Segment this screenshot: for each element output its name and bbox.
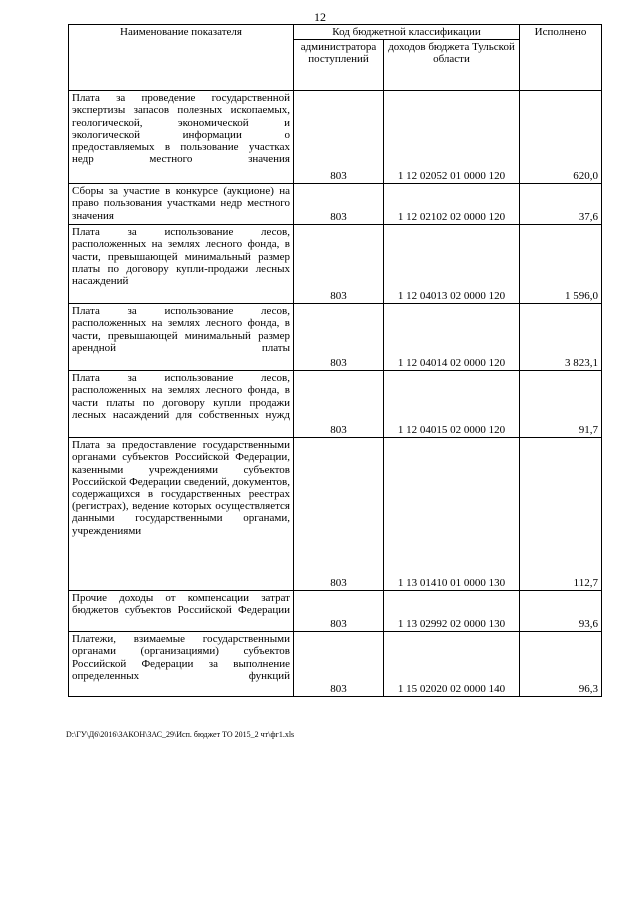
row-executed: 96,3 (520, 632, 602, 697)
header-name: Наименование показателя (69, 25, 294, 91)
row-code: 1 12 02102 02 0000 120 (384, 184, 520, 225)
row-code: 1 12 04015 02 0000 120 (384, 371, 520, 438)
table-row (69, 184, 602, 225)
row-code: 1 13 02992 02 0000 130 (384, 591, 520, 632)
row-executed: 620,0 (520, 91, 602, 184)
row-admin: 803 (294, 371, 384, 438)
row-admin: 803 (294, 184, 384, 225)
row-name: Плата за предоставление государственными органами субъектов Российской Федерации, казенными учреждениями субъектов Российской Федерации сведений, документов, содержащихся в государственных реестрах (регистрах), ведение которых осуществляется данными государственными органами, учреждениями (69, 438, 294, 591)
file-path-footer: D:\ГУ\Д6\2016\ЗАКОН\ЗАС_29\Исп. бюджет ТО 2015_2 чт\фг1.xls (66, 730, 295, 739)
row-executed: 91,7 (520, 371, 602, 438)
row-admin: 803 (294, 632, 384, 697)
header-admin: администратора поступлений (294, 40, 384, 91)
header-code-group: Код бюджетной классификации (294, 25, 520, 40)
row-executed: 37,6 (520, 184, 602, 225)
row-executed: 1 596,0 (520, 225, 602, 304)
row-name: Прочие доходы от компенсации затрат бюджетов субъектов Российской Федерации (69, 591, 294, 632)
budget-income-table (68, 24, 602, 697)
row-code: 1 15 02020 02 0000 140 (384, 632, 520, 697)
table-row (69, 632, 602, 697)
table-row (69, 304, 602, 371)
row-name: Платежи, взимаемые государственными органами (организациями) субъектов Российской Федерации за выполнение определенных функций (69, 632, 294, 697)
row-executed: 93,6 (520, 591, 602, 632)
page-number: 12 (314, 10, 326, 24)
row-name: Плата за использование лесов, расположенных на землях лесного фонда, в части платы по договору купли продажи лесных насаждений для собственных нужд (69, 371, 294, 438)
row-admin: 803 (294, 591, 384, 632)
row-admin: 803 (294, 438, 384, 591)
header-income: доходов бюджета Тульской области (384, 40, 520, 91)
row-name: Сборы за участие в конкурсе (аукционе) на право пользования участками недр местного значения (69, 184, 294, 225)
header-row-1 (69, 25, 602, 40)
row-executed: 3 823,1 (520, 304, 602, 371)
row-admin: 803 (294, 91, 384, 184)
header-executed: Исполнено (520, 25, 602, 91)
row-code: 1 12 04014 02 0000 120 (384, 304, 520, 371)
row-executed: 112,7 (520, 438, 602, 591)
row-admin: 803 (294, 304, 384, 371)
row-name: Плата за использование лесов, расположенных на землях лесного фонда, в части, превышающей минимальный размер арендной платы (69, 304, 294, 371)
table-row (69, 225, 602, 304)
row-code: 1 13 01410 01 0000 130 (384, 438, 520, 591)
row-code: 1 12 04013 02 0000 120 (384, 225, 520, 304)
row-code: 1 12 02052 01 0000 120 (384, 91, 520, 184)
table-row (69, 91, 602, 184)
row-name: Плата за проведение государственной экспертизы запасов полезных ископаемых, геологической, экономической и экологической информации о предоставляемых в пользование участках недр местного значения (69, 91, 294, 184)
row-admin: 803 (294, 225, 384, 304)
table-row (69, 371, 602, 438)
table-row (69, 591, 602, 632)
table-row (69, 438, 602, 591)
row-name: Плата за использование лесов, расположенных на землях лесного фонда, в части, превышающей минимальный размер платы по договору купли-продажи лесных насаждений (69, 225, 294, 304)
